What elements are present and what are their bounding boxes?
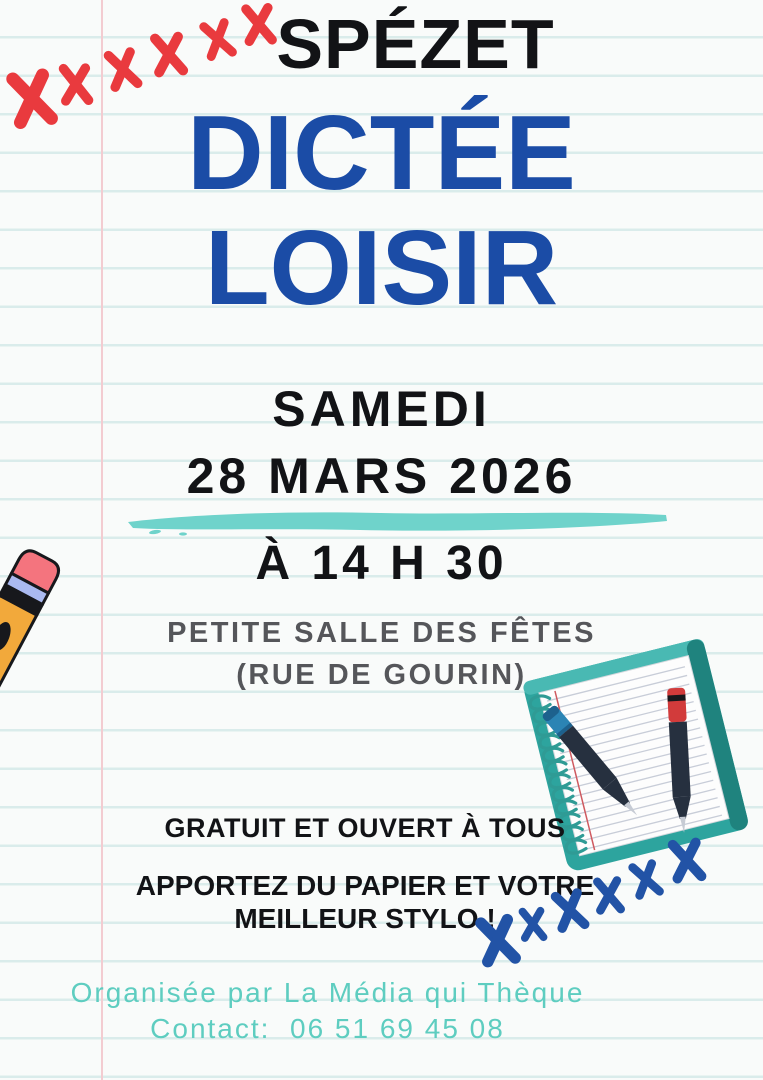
info-bring-line2: MEILLEUR STYLO !	[234, 903, 496, 934]
contact-phone: Contact: 06 51 69 45 08	[150, 1013, 505, 1044]
event-title-line2: LOISIR	[204, 209, 559, 327]
teal-brush-underline-icon	[125, 503, 670, 539]
info-free-open: GRATUIT ET OUVERT À TOUS	[164, 813, 566, 843]
event-time: À 14 H 30	[255, 537, 508, 590]
venue-line1: PETITE SALLE DES FÊTES	[167, 617, 596, 649]
event-title-line1: DICTÉE	[187, 94, 576, 212]
pencil-icon	[0, 545, 202, 840]
blue-x-marks-icon	[460, 828, 720, 978]
town-name: SPÉZET	[276, 5, 555, 83]
event-date: 28 MARS 2026	[186, 448, 577, 504]
info-bring-line1: APPORTEZ DU PAPIER ET VOTRE	[135, 870, 595, 901]
venue-line2: (RUE DE GOURIN)	[236, 659, 527, 691]
organizer-text: Organisée par La Média qui Thèque	[70, 977, 585, 1008]
event-day: SAMEDI	[272, 381, 491, 437]
